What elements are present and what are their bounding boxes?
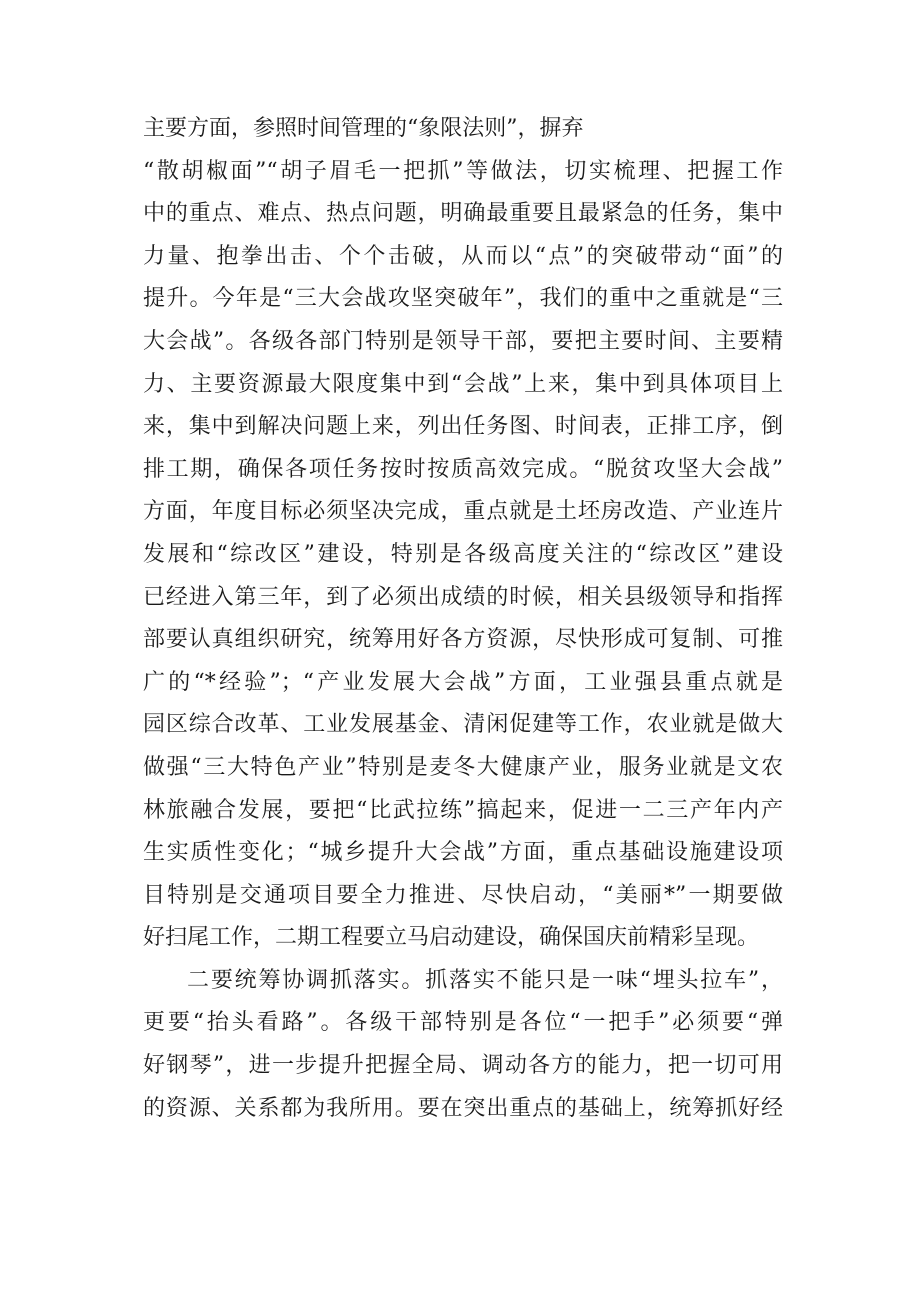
text-line: 园区综合改革、工业发展基金、清闲促建等工作，农业就是做大	[143, 712, 783, 738]
text-line: 排工期，确保各项任务按时按质高效完成。“脱贫攻坚大会战”	[143, 456, 783, 482]
text-line: 已经进入第三年，到了必须出成绩的时候，相关县级领导和指挥	[143, 584, 783, 610]
text-line: 力、主要资源最大限度集中到“会战”上来，集中到具体项目上	[143, 371, 783, 397]
text-line: 力量、抱拳出击、个个击破，从而以“点”的突破带动“面”的	[143, 243, 783, 269]
document-body	[143, 108, 783, 1130]
text-line: 方面，年度目标必须坚决完成，重点就是土坯房改造、产业连片	[143, 499, 783, 525]
text-line: 来，集中到解决问题上来，列出任务图、时间表，正排工序，倒	[143, 414, 783, 440]
text-line: 提升。今年是“三大会战攻坚突破年”，我们的重中之重就是“三	[143, 286, 783, 312]
text-line: 中的重点、难点、热点问题，明确最重要且最紧急的任务，集中	[143, 201, 783, 227]
text-line: “散胡椒面”“胡子眉毛一把抓”等做法，切实梳理、把握工作	[143, 158, 783, 184]
text-line: 发展和“综改区”建设，特别是各级高度关注的“综改区”建设	[143, 541, 783, 567]
text-line: 林旅融合发展，要把“比武拉练”搞起来，促进一二三产年内产	[143, 797, 783, 823]
paragraph-first-line: 二要统筹协调抓落实。抓落实不能只是一味“埋头拉车”，	[187, 967, 783, 993]
text-line: 的资源、关系都为我所用。要在突出重点的基础上，统筹抓好经	[143, 1095, 783, 1121]
text-line: 部要认真组织研究，统筹用好各方资源，尽快形成可复制、可推	[143, 627, 783, 653]
text-line: 广的“*经验”；“产业发展大会战”方面，工业强县重点就是	[143, 669, 783, 695]
text-line: 好扫尾工作，二期工程要立马启动建设，确保国庆前精彩呈现。	[143, 925, 760, 951]
text-line: 好钢琴”，进一步提升把握全局、调动各方的能力，把一切可用	[143, 1053, 783, 1079]
text-line: 更要“抬头看路”。各级干部特别是各位“一把手”必须要“弹	[143, 1010, 783, 1036]
text-line: 目特别是交通项目要全力推进、尽快启动，“美丽*”一期要做	[143, 882, 783, 908]
text-line: 做强“三大特色产业”特别是麦冬大健康产业，服务业就是文农	[143, 754, 783, 780]
text-line: 大会战”。各级各部门特别是领导干部，要把主要时间、主要精	[143, 328, 783, 354]
text-line: 主要方面，参照时间管理的“象限法则”，摒弃	[143, 116, 584, 141]
text-line: 生实质性变化；“城乡提升大会战”方面，重点基础设施建设项	[143, 840, 783, 866]
